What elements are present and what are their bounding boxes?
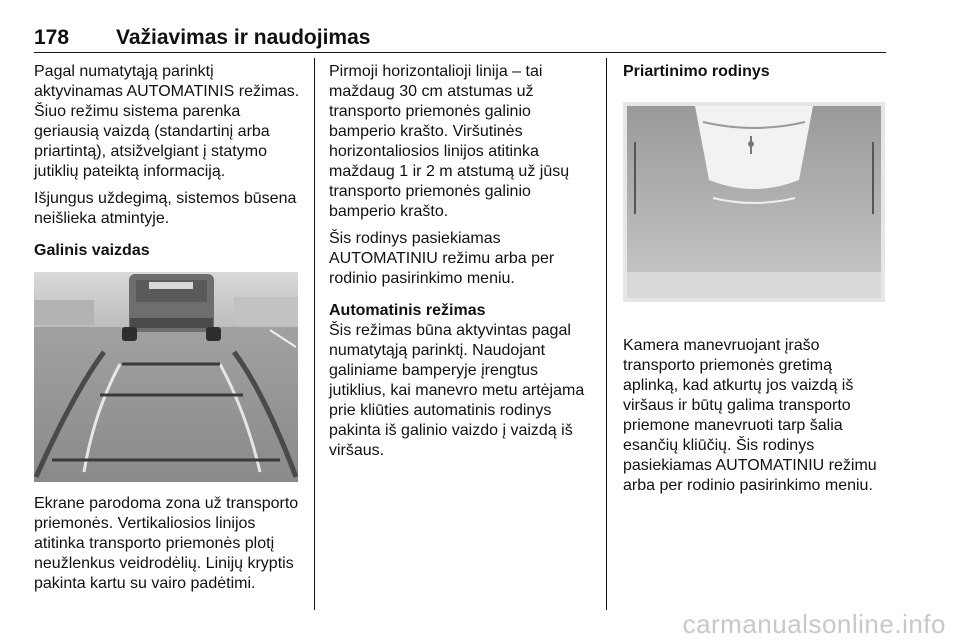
paragraph: Šis režimas būna aktyvintas pagal numatytąją parinktį. Naudojant galiniame bamperyje įrengtus jutiklius, kai manevro metu artėjama prie kliūties automatinis rodinys pakinta iš galinio vaizdo į vaizdą iš viršaus. [329, 322, 585, 459]
column-2 [329, 62, 597, 468]
page-header [34, 26, 886, 53]
section-heading: Galinis vaizdas [34, 242, 150, 259]
paragraph: Pirmoji horizontalioji linija – tai maždaug 30 cm atstumas už transporto priemonės galinio bamperio krašto. Viršutinės horizontaliosios linijos atitinka maždaug 1 ir 2 m atstumą už jūsų transporto priemonės galinio bamperio krašto. [329, 63, 570, 220]
watermark: carmanualsonline.info [682, 609, 946, 639]
paragraph: Ekrane parodoma zona už transporto priemonės. Vertikaliosios linijos atitinka transporto priemonės plotį neužlenkus veidrodėlių. Linijų kryptis pakinta kartu su vairo padėtimi. [34, 495, 299, 592]
column-divider [606, 58, 607, 610]
paragraph: Išjungus uždegimą, sistemos būsena neišlieka atmintyje. [34, 190, 297, 227]
rear-view-camera-image [34, 272, 298, 482]
page-number: 178 [34, 26, 70, 49]
section-heading: Priartinimo rodinys [623, 63, 770, 80]
paragraph: Kamera manevruojant įrašo transporto priemonės gretimą aplinką, kad atkurtų jos vaizdą iš viršaus ir būtų galima transporto priemone manevruoti tarp šalia esančių kliūčių. Šis rodinys pasiekiamas AUTOMATINIU režimu arba per rodinio pasirinkimo meniu. [623, 337, 877, 494]
chapter-title: Važiavimas ir naudojimas [116, 26, 371, 49]
top-view-camera-image [623, 102, 885, 302]
paragraph: Šis rodinys pasiekiamas AUTOMATINIU režimu arba per rodinio pasirinkimo meniu. [329, 230, 555, 287]
column-1 [34, 62, 302, 601]
paragraph: Pagal numatytąją parinktį aktyvinamas AUTOMATINIS režimas. Šiuo režimu sistema parenka geriausią vaizdą (standartinį arba priartintą), atsižvelgiant į statymo jutiklių pateiktą informaciją. [34, 63, 300, 180]
column-3 [623, 62, 891, 503]
section-heading: Automatinis režimas [329, 302, 486, 319]
column-divider [314, 58, 315, 610]
